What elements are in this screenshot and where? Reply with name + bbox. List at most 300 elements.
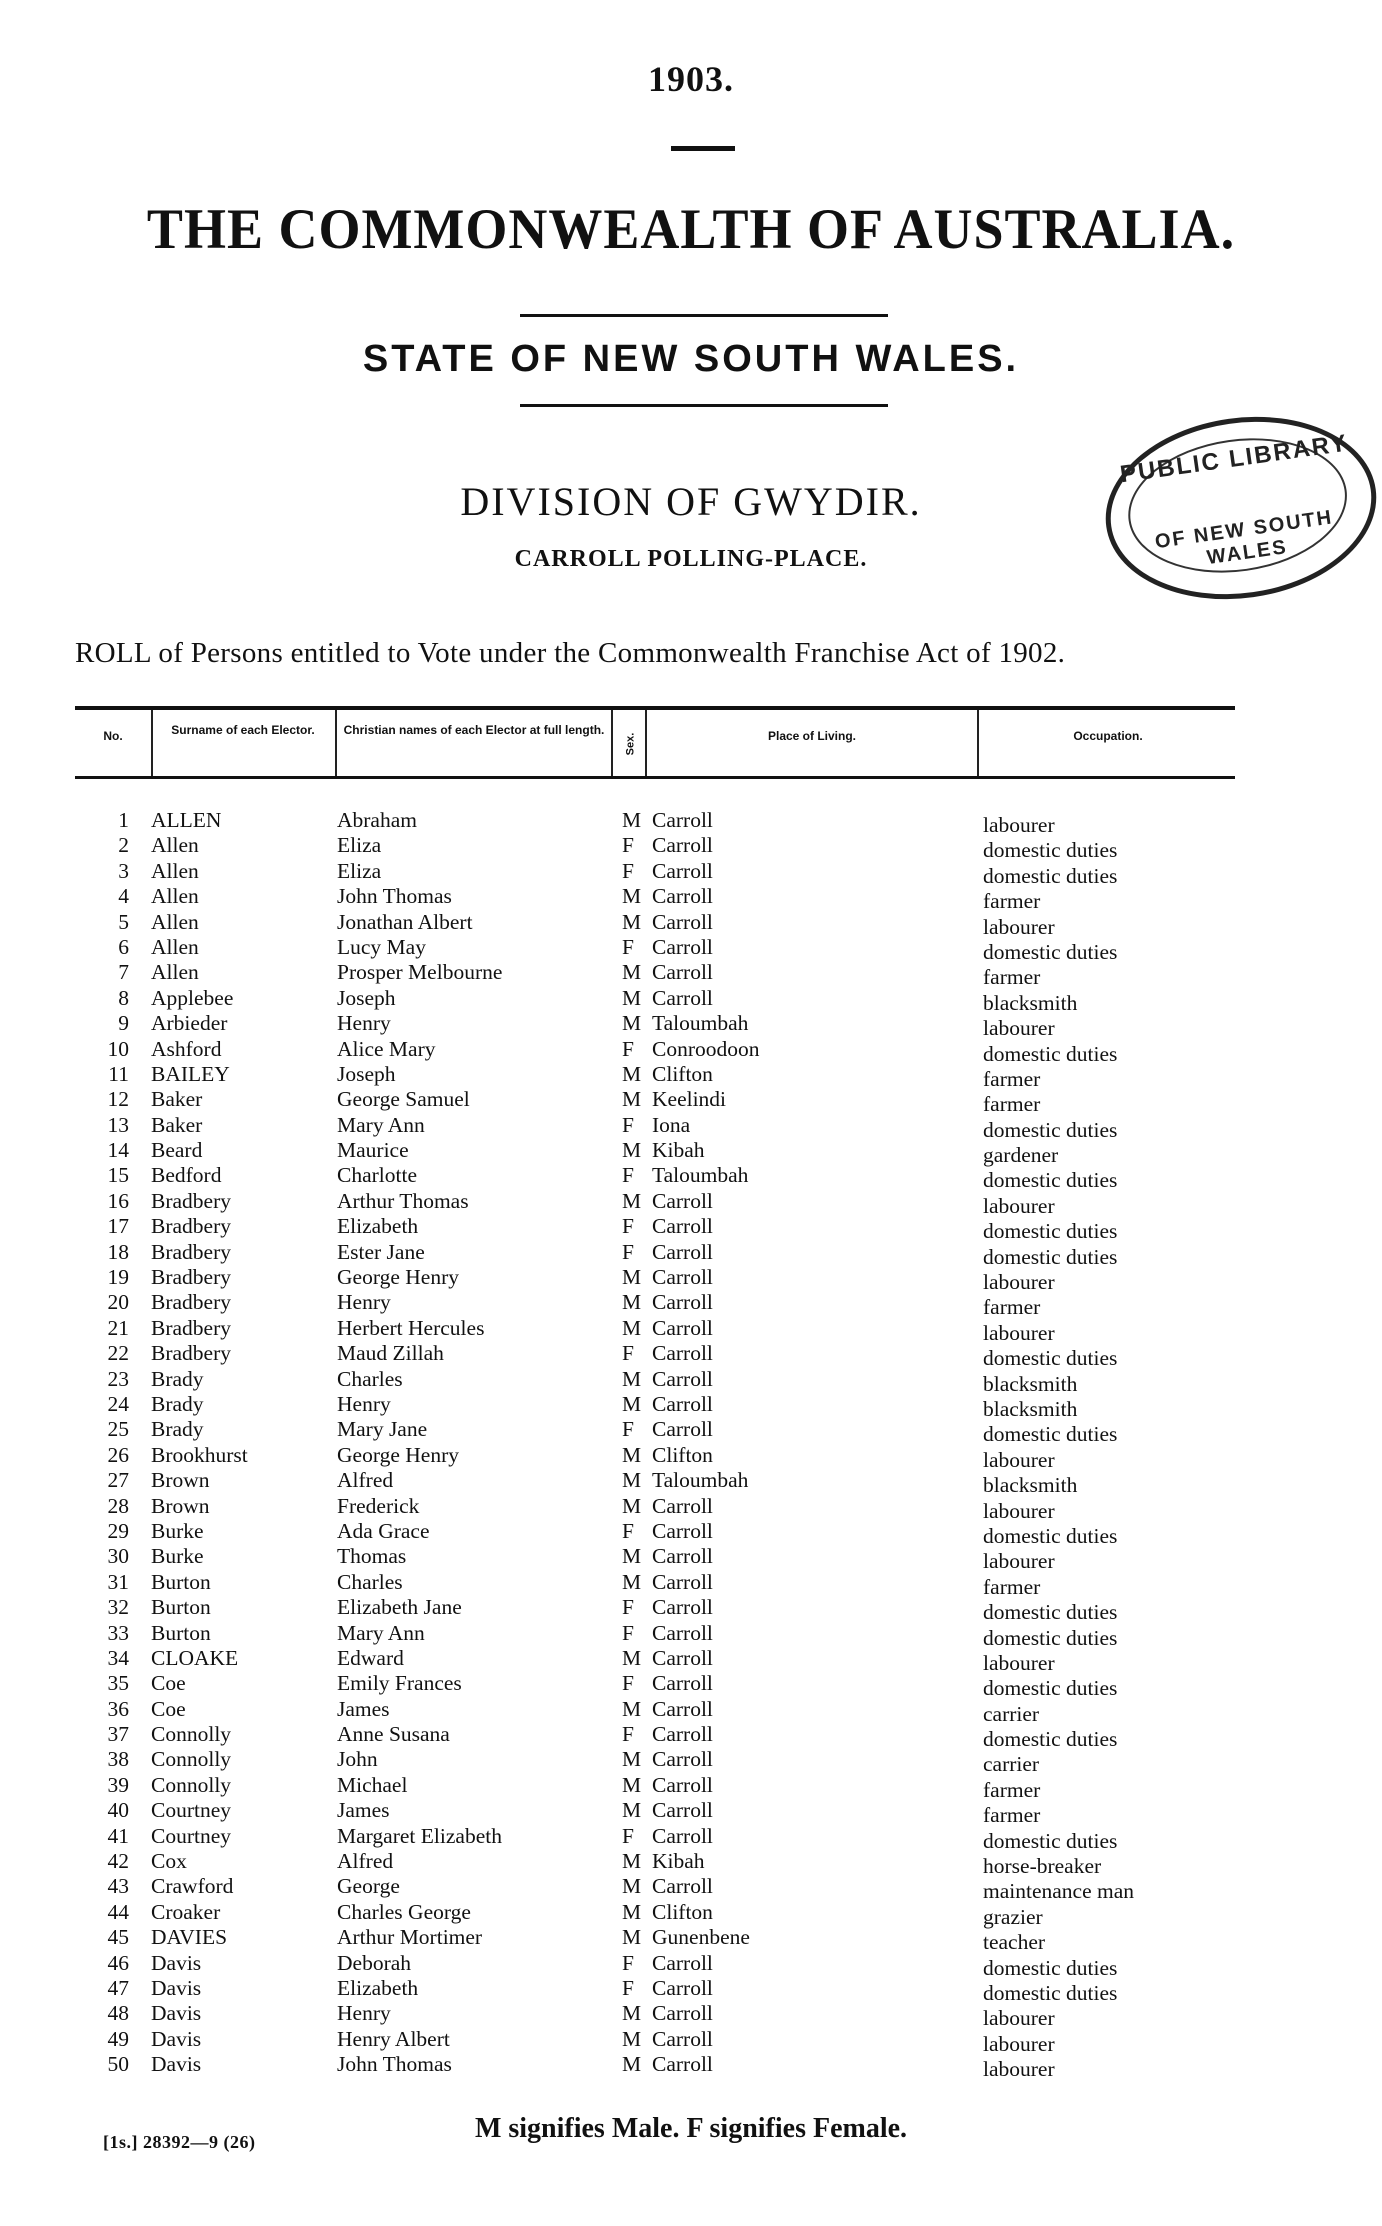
elector-occupation: domestic duties [983, 1676, 1118, 1701]
table-row [75, 934, 1315, 964]
elector-number: 16 [107, 1188, 129, 1213]
elector-christian-names: Edward [337, 1645, 404, 1670]
elector-number: 39 [107, 1772, 129, 1797]
elector-surname: Baker [151, 1087, 203, 1112]
elector-sex: M [622, 985, 642, 1010]
table-row [75, 1620, 1315, 1650]
elector-number: 27 [107, 1468, 129, 1493]
elector-place: Iona [652, 1112, 691, 1137]
elector-sex: M [622, 909, 642, 934]
elector-number: 32 [107, 1595, 129, 1620]
document-title: THE COMMONWEALTH OF AUSTRALIA. [146, 197, 1236, 261]
elector-christian-names: Prosper Melbourne [337, 960, 503, 985]
elector-sex: M [622, 1899, 642, 1924]
elector-place: Carroll [652, 934, 713, 959]
elector-place: Carroll [652, 2052, 713, 2077]
elector-surname: Davis [151, 2001, 202, 2026]
elector-occupation: maintenance man [983, 1879, 1135, 1904]
elector-christian-names: Henry [337, 2001, 391, 2026]
elector-place: Carroll [652, 1595, 713, 1620]
elector-place: Carroll [652, 858, 713, 883]
table-row [75, 1823, 1315, 1853]
elector-sex: F [622, 1036, 634, 1061]
elector-place: Carroll [652, 1950, 713, 1975]
elector-sex: M [622, 1544, 642, 1569]
elector-sex: M [622, 1569, 642, 1594]
elector-surname: Croaker [151, 1899, 221, 1924]
header-christian-names: Christian names of each Elector at full length. [343, 723, 605, 737]
elector-number: 48 [107, 2001, 129, 2026]
table-row [75, 1112, 1315, 1142]
table-row [75, 1341, 1315, 1371]
elector-occupation: labourer [983, 1447, 1055, 1472]
short-divider [671, 146, 735, 151]
elector-occupation: farmer [983, 1066, 1041, 1091]
elector-surname: Allen [151, 934, 199, 959]
state-title: STATE OF NEW SOUTH WALES. [362, 338, 1020, 380]
elector-occupation: domestic duties [983, 1244, 1118, 1269]
elector-surname: Coe [151, 1696, 186, 1721]
table-row [75, 2026, 1315, 2056]
elector-occupation: domestic duties [983, 1117, 1118, 1142]
elector-number: 34 [107, 1645, 129, 1670]
elector-surname: Brookhurst [151, 1442, 248, 1467]
elector-place: Carroll [652, 960, 713, 985]
elector-sex: M [622, 1925, 642, 1950]
elector-sex: M [622, 2026, 642, 2051]
elector-place: Carroll [652, 1265, 713, 1290]
elector-christian-names: Henry [337, 1011, 391, 1036]
elector-sex: M [622, 1265, 642, 1290]
elector-sex: M [622, 1874, 642, 1899]
elector-place: Clifton [652, 1442, 713, 1467]
elector-christian-names: Elizabeth Jane [337, 1595, 462, 1620]
elector-christian-names: John [337, 1747, 378, 1772]
elector-number: 23 [107, 1366, 129, 1391]
table-row [75, 1442, 1315, 1472]
elector-christian-names: Henry Albert [337, 2026, 450, 2051]
elector-occupation: domestic duties [983, 1955, 1118, 1980]
elector-occupation: labourer [983, 1270, 1055, 1295]
elector-place: Carroll [652, 2001, 713, 2026]
header-occupation: Occupation. [1073, 729, 1143, 743]
elector-occupation: grazier [983, 1904, 1043, 1929]
table-row [75, 1493, 1315, 1523]
elector-christian-names: Joseph [337, 985, 396, 1010]
elector-christian-names: Alfred [337, 1849, 394, 1874]
elector-christian-names: Michael [337, 1772, 408, 1797]
elector-occupation: domestic duties [983, 1168, 1118, 1193]
elector-christian-names: Jonathan Albert [337, 909, 473, 934]
elector-christian-names: Arthur Thomas [337, 1188, 469, 1213]
table-row [75, 1645, 1315, 1675]
elector-occupation: teacher [983, 1930, 1046, 1955]
elector-occupation: blacksmith [983, 990, 1078, 1015]
elector-number: 38 [107, 1747, 129, 1772]
elector-number: 24 [107, 1391, 129, 1416]
table-row [75, 1290, 1315, 1320]
elector-place: Carroll [652, 1544, 713, 1569]
elector-place: Carroll [652, 1798, 713, 1823]
elector-occupation: farmer [983, 1574, 1041, 1599]
elector-occupation: labourer [983, 2031, 1055, 2056]
elector-sex: M [622, 808, 642, 832]
elector-christian-names: John Thomas [337, 884, 452, 909]
elector-number: 40 [107, 1798, 129, 1823]
elector-place: Carroll [652, 1696, 713, 1721]
elector-christian-names: Charles [337, 1569, 403, 1594]
elector-place: Carroll [652, 1722, 713, 1747]
table-row [75, 1849, 1315, 1879]
table-row [75, 1265, 1315, 1295]
elector-number: 22 [107, 1341, 129, 1366]
elector-occupation: carrier [983, 1701, 1040, 1726]
elector-number: 2 [118, 833, 129, 858]
elector-sex: M [622, 1138, 642, 1163]
elector-surname: BAILEY [151, 1061, 230, 1086]
elector-sex: M [622, 1798, 642, 1823]
elector-sex: M [622, 1493, 642, 1518]
elector-occupation: domestic duties [983, 1727, 1118, 1752]
header-divider [645, 710, 647, 776]
table-row [75, 1315, 1315, 1345]
elector-sex: M [622, 1772, 642, 1797]
elector-surname: Baker [151, 1112, 203, 1137]
elector-number: 8 [118, 985, 129, 1010]
elector-christian-names: Maurice [337, 1138, 409, 1163]
elector-place: Carroll [652, 1518, 713, 1543]
elector-number: 31 [107, 1569, 129, 1594]
elector-number: 36 [107, 1696, 129, 1721]
table-row [75, 1163, 1315, 1193]
elector-sex: F [622, 1341, 634, 1366]
elector-number: 35 [107, 1671, 129, 1696]
table-top-rule [75, 706, 1235, 710]
elector-surname: Bradbery [151, 1341, 231, 1366]
table-row [75, 1214, 1315, 1244]
elector-occupation: horse-breaker [983, 1854, 1102, 1879]
elector-christian-names: Deborah [337, 1950, 412, 1975]
elector-place: Clifton [652, 1899, 713, 1924]
table-row [75, 1061, 1315, 1091]
elector-occupation: domestic duties [983, 1041, 1118, 1066]
header-divider [977, 710, 979, 776]
elector-number: 45 [107, 1925, 129, 1950]
elector-place: Conroodoon [652, 1036, 760, 1061]
elector-number: 17 [107, 1214, 129, 1239]
elector-occupation: domestic duties [983, 939, 1118, 964]
elector-christian-names: George Samuel [337, 1087, 470, 1112]
elector-christian-names: Herbert Hercules [337, 1315, 485, 1340]
elector-place: Carroll [652, 1214, 713, 1239]
elector-place: Carroll [652, 1671, 713, 1696]
elector-surname: Bradbery [151, 1214, 231, 1239]
table-row [75, 1874, 1315, 1904]
elector-number: 13 [107, 1112, 129, 1137]
elector-place: Kibah [652, 1849, 705, 1874]
elector-occupation: blacksmith [983, 1396, 1078, 1421]
table-row [75, 1518, 1315, 1548]
elector-place: Gunenbene [652, 1925, 750, 1950]
polling-place-title: CARROLL POLLING-PLACE. [514, 546, 868, 572]
table-header-rule [75, 776, 1235, 779]
elector-place: Taloumbah [652, 1163, 749, 1188]
elector-number: 44 [107, 1899, 129, 1924]
elector-place: Carroll [652, 1569, 713, 1594]
header-no: No. [103, 729, 123, 743]
elector-place: Carroll [652, 985, 713, 1010]
state-divider-top [520, 314, 888, 317]
header-surname: Surname of each Elector. [171, 723, 315, 737]
elector-occupation: labourer [983, 1320, 1055, 1345]
elector-christian-names: Maud Zillah [337, 1341, 444, 1366]
elector-number: 28 [107, 1493, 129, 1518]
elector-sex: F [622, 1722, 634, 1747]
elector-surname: Connolly [151, 1772, 232, 1797]
elector-occupation: blacksmith [983, 1473, 1078, 1498]
table-row [75, 960, 1315, 990]
elector-occupation: farmer [983, 889, 1041, 914]
elector-christian-names: Ada Grace [337, 1518, 430, 1543]
elector-number: 10 [107, 1036, 129, 1061]
elector-christian-names: Anne Susana [337, 1722, 450, 1747]
elector-occupation: domestic duties [983, 1980, 1118, 2005]
elector-sex: F [622, 934, 634, 959]
elector-christian-names: Alice Mary [337, 1036, 436, 1061]
elector-surname: Bradbery [151, 1290, 231, 1315]
elector-sex: M [622, 1747, 642, 1772]
elector-sex: M [622, 1849, 642, 1874]
elector-place: Carroll [652, 1239, 713, 1264]
elector-sex: F [622, 1214, 634, 1239]
elector-christian-names: Thomas [337, 1544, 407, 1569]
elector-number: 25 [107, 1417, 129, 1442]
elector-place: Kibah [652, 1138, 705, 1163]
elector-sex: M [622, 1315, 642, 1340]
elector-surname: Allen [151, 909, 199, 934]
elector-sex: M [622, 1188, 642, 1213]
elector-occupation: farmer [983, 1295, 1041, 1320]
elector-occupation: labourer [983, 2006, 1055, 2031]
elector-occupation: domestic duties [983, 1422, 1118, 1447]
elector-christian-names: Henry [337, 1391, 391, 1416]
table-row [75, 1087, 1315, 1117]
elector-place: Carroll [652, 1290, 713, 1315]
table-row [75, 1722, 1315, 1752]
elector-christian-names: Elizabeth [337, 1975, 419, 2000]
elector-place: Clifton [652, 1061, 713, 1086]
elector-christian-names: Abraham [337, 808, 417, 832]
elector-sex: F [622, 1975, 634, 2000]
elector-number: 6 [118, 934, 129, 959]
elector-christian-names: Mary Ann [337, 1620, 425, 1645]
elector-surname: CLOAKE [151, 1645, 239, 1670]
table-row [75, 1544, 1315, 1574]
elector-occupation: labourer [983, 813, 1055, 837]
elector-christian-names: James [337, 1696, 390, 1721]
elector-christian-names: Mary Ann [337, 1112, 425, 1137]
elector-sex: F [622, 858, 634, 883]
elector-number: 14 [107, 1138, 129, 1163]
elector-number: 4 [118, 884, 129, 909]
table-row [75, 1975, 1315, 2005]
elector-surname: Courtney [151, 1798, 232, 1823]
elector-number: 33 [107, 1620, 129, 1645]
table-row [75, 2001, 1315, 2031]
elector-sex: F [622, 1620, 634, 1645]
elector-number: 49 [107, 2026, 129, 2051]
header-divider [335, 710, 337, 776]
elector-number: 42 [107, 1849, 129, 1874]
elector-surname: Brown [151, 1493, 210, 1518]
elector-sex: M [622, 884, 642, 909]
elector-surname: Bradbery [151, 1265, 231, 1290]
elector-sex: M [622, 1290, 642, 1315]
sex-legend: M signifies Male. F signifies Female. [474, 2113, 908, 2144]
elector-surname: Coe [151, 1671, 186, 1696]
elector-occupation: labourer [983, 1016, 1055, 1041]
elector-surname: Bradbery [151, 1315, 231, 1340]
elector-place: Carroll [652, 1366, 713, 1391]
table-row [75, 909, 1315, 939]
elector-sex: M [622, 1468, 642, 1493]
elector-sex: F [622, 1518, 634, 1543]
state-divider-bottom [520, 404, 888, 407]
table-row [75, 808, 1315, 837]
elector-occupation: labourer [983, 914, 1055, 939]
elector-number: 46 [107, 1950, 129, 1975]
elector-christian-names: Emily Frances [337, 1671, 462, 1696]
elector-christian-names: Mary Jane [337, 1417, 428, 1442]
elector-sex: F [622, 1163, 634, 1188]
elector-surname: Bedford [151, 1163, 222, 1188]
stamp-bottom-text: OF NEW SOUTH WALES [1153, 506, 1335, 570]
elector-christian-names: Charles [337, 1366, 403, 1391]
elector-list [75, 808, 1315, 2082]
table-row [75, 1011, 1315, 1041]
table-row [75, 1239, 1315, 1269]
elector-place: Carroll [652, 1417, 713, 1442]
header-sex: Sex. [624, 732, 637, 756]
elector-sex: M [622, 1087, 642, 1112]
elector-number: 20 [107, 1290, 129, 1315]
elector-occupation: domestic duties [983, 1219, 1118, 1244]
table-row [75, 1671, 1315, 1701]
elector-christian-names: George Henry [337, 1265, 459, 1290]
elector-sex: M [622, 1366, 642, 1391]
elector-place: Taloumbah [652, 1011, 749, 1036]
elector-surname: Davis [151, 1950, 202, 1975]
elector-occupation: domestic duties [983, 1828, 1118, 1853]
elector-surname: Bradbery [151, 1239, 231, 1264]
table-row [75, 1925, 1315, 1955]
table-row [75, 1138, 1315, 1168]
elector-number: 50 [107, 2052, 129, 2077]
elector-number: 12 [107, 1087, 129, 1112]
elector-place: Keelindi [652, 1087, 727, 1112]
elector-occupation: labourer [983, 1193, 1055, 1218]
elector-place: Carroll [652, 1341, 713, 1366]
elector-number: 26 [107, 1442, 129, 1467]
elector-occupation: farmer [983, 965, 1041, 990]
elector-surname: Allen [151, 884, 199, 909]
elector-surname: Davis [151, 2026, 202, 2051]
elector-surname: Burke [151, 1544, 204, 1569]
elector-place: Carroll [652, 1391, 713, 1416]
elector-sex: M [622, 2052, 642, 2077]
table-row [75, 833, 1315, 863]
elector-place: Carroll [652, 1975, 713, 2000]
elector-surname: Brown [151, 1468, 210, 1493]
elector-christian-names: Charlotte [337, 1163, 418, 1188]
elector-sex: F [622, 833, 634, 858]
elector-sex: F [622, 1595, 634, 1620]
elector-number: 30 [107, 1544, 129, 1569]
elector-place: Carroll [652, 833, 713, 858]
elector-number: 37 [107, 1722, 129, 1747]
elector-sex: M [622, 2001, 642, 2026]
elector-place: Carroll [652, 1874, 713, 1899]
elector-surname: Burton [151, 1620, 211, 1645]
elector-number: 18 [107, 1239, 129, 1264]
elector-christian-names: George [337, 1874, 400, 1899]
elector-occupation: farmer [983, 1092, 1041, 1117]
elector-place: Carroll [652, 884, 713, 909]
table-row [75, 1772, 1315, 1802]
elector-surname: Brady [151, 1417, 204, 1442]
elector-occupation: domestic duties [983, 1600, 1118, 1625]
elector-surname: Davis [151, 2052, 202, 2077]
elector-place: Carroll [652, 1747, 713, 1772]
elector-christian-names: George Henry [337, 1442, 459, 1467]
header-divider [611, 710, 613, 776]
elector-number: 21 [107, 1315, 129, 1340]
document-year: 1903. [648, 59, 734, 99]
elector-number: 9 [118, 1011, 129, 1036]
elector-number: 41 [107, 1823, 129, 1848]
elector-occupation: domestic duties [983, 1523, 1118, 1548]
elector-christian-names: Eliza [337, 833, 382, 858]
elector-surname: Burton [151, 1595, 211, 1620]
elector-place: Carroll [652, 1315, 713, 1340]
elector-christian-names: Eliza [337, 858, 382, 883]
elector-surname: Courtney [151, 1823, 232, 1848]
table-row [75, 1950, 1315, 1980]
elector-christian-names: Arthur Mortimer [337, 1925, 483, 1950]
elector-place: Carroll [652, 1620, 713, 1645]
elector-occupation: labourer [983, 1650, 1055, 1675]
elector-surname: Bradbery [151, 1188, 231, 1213]
elector-sex: F [622, 1823, 634, 1848]
elector-occupation: carrier [983, 1752, 1040, 1777]
elector-place: Carroll [652, 909, 713, 934]
elector-sex: F [622, 1112, 634, 1137]
elector-surname: Beard [151, 1138, 203, 1163]
elector-surname: Burke [151, 1518, 204, 1543]
elector-occupation: gardener [983, 1143, 1059, 1168]
elector-place: Carroll [652, 1493, 713, 1518]
table-row [75, 884, 1315, 914]
table-row [75, 985, 1315, 1015]
elector-surname: Brady [151, 1366, 204, 1391]
elector-surname: Connolly [151, 1722, 232, 1747]
elector-occupation: labourer [983, 1549, 1055, 1574]
elector-occupation: domestic duties [983, 863, 1118, 888]
table-row [75, 1899, 1315, 1929]
elector-place: Carroll [652, 808, 713, 832]
table-row [75, 1366, 1315, 1396]
elector-christian-names: Charles George [337, 1899, 471, 1924]
